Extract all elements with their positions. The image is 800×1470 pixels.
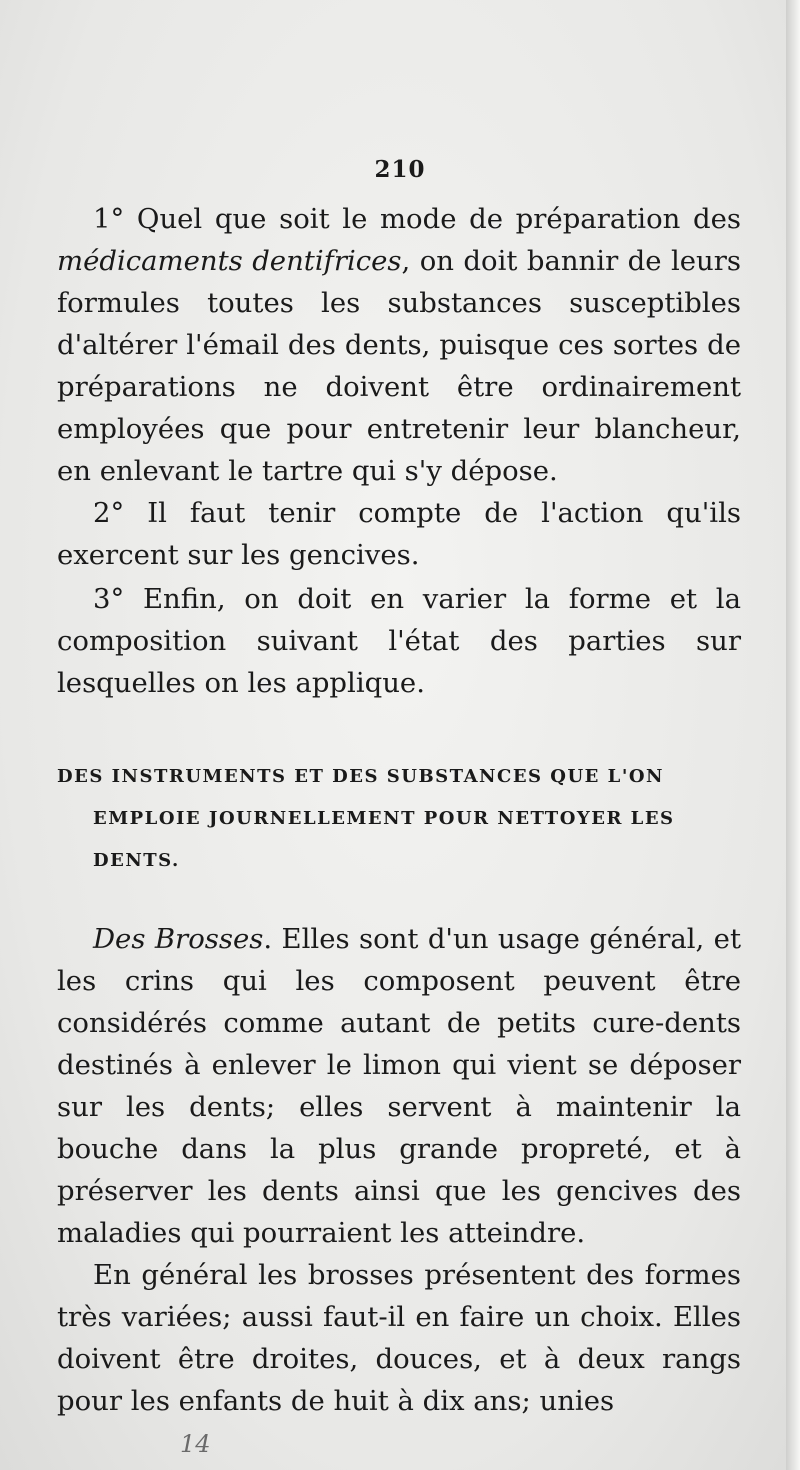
section-heading-line-2: EMPLOIE JOURNELLEMENT POUR NETTOYER LES — [93, 808, 675, 829]
page-spine-edge — [786, 0, 800, 1470]
paragraph-brosses-italic: Des Brosses — [93, 923, 264, 955]
section-heading-line-1: DES INSTRUMENTS ET DES SUBSTANCES QUE L'ON — [57, 766, 664, 787]
paragraph-1-rest: , on doit bannir de leurs formules toutes les substances susceptibles d'altérer l'émail des dents, puisque ces sortes de préparations ne doivent être ordinairement employées que pour entretenir leur blancheur, en enlevant le tartre qui s'y dépose. — [57, 245, 741, 487]
paragraph-1-lead: 1° Quel que soit le mode de préparation des — [93, 203, 741, 235]
paragraph-2-text: 2° Il faut tenir compte de l'action qu'ils exercent sur les gencives. — [57, 497, 741, 571]
section-heading-line-3: DENTS. — [93, 850, 180, 871]
paragraph-3-text: 3° Enfin, on doit en varier la forme et la composition suivant l'état des parties sur lesquelles on les applique. — [57, 583, 741, 699]
signature-mark: 14 — [180, 1430, 211, 1458]
paragraph-3 — [57, 578, 741, 704]
section-heading — [57, 756, 747, 882]
paragraph-2 — [57, 492, 741, 576]
paragraph-brosses — [57, 918, 741, 1254]
paragraph-1-italic: médicaments dentifrices — [57, 245, 402, 277]
paragraph-1 — [57, 198, 741, 492]
paragraph-brosses-rest: . Elles sont d'un usage général, et les crins qui les composent peuvent être considérés comme autant de petits cure-dents destinés à enlever le limon qui vient se déposer sur les dents; elles servent à maintenir la bouche dans la plus grande propreté, et à préserver les dents ainsi que les gencives des maladies qui pourraient les atteindre. — [57, 923, 742, 1249]
page-number: 210 — [374, 156, 426, 183]
paragraph-general — [57, 1254, 741, 1422]
paragraph-general-text: En général les brosses présentent des formes très variées; aussi faut-il en faire un choix. Elles doivent être droites, douces, et à deux rangs pour les enfants de huit à dix ans; unies — [57, 1259, 741, 1417]
